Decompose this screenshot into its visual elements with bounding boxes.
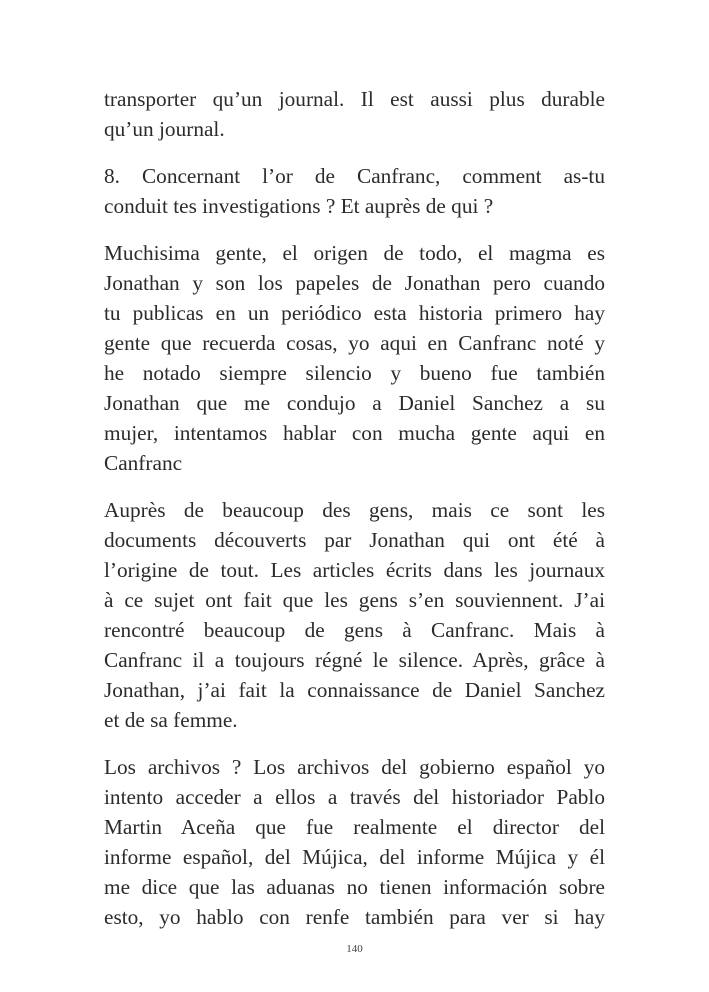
text-line: à ce sujet ont fait que les gens s’en souviennent. J’ai [104,588,605,612]
text-line: Jonathan y son los papeles de Jonathan pero cuando [104,271,605,295]
paragraph-1 [104,84,605,144]
text-line: Martin Aceña que fue realmente el director del [104,815,605,839]
text-line: me dice que las aduanas no tienen información sobre [104,875,605,899]
page-body [104,84,605,949]
text-line: transporter qu’un journal. Il est aussi plus durable [104,87,605,111]
text-line: tu publicas en un periódico esta historia primero hay [104,301,605,325]
text-line: gente que recuerda cosas, yo aqui en Canfranc noté y [104,331,605,355]
text-line: Auprès de beaucoup des gens, mais ce sont les [104,498,605,522]
text-line: informe español, del Mújica, del informe Mújica y él [104,845,605,869]
text-line: esto, yo hablo con renfe también para ver si hay [104,905,605,929]
text-line: Canfranc il a toujours régné le silence. Après, grâce à [104,648,605,672]
text-line: rencontré beaucoup de gens à Canfranc. Mais à [104,618,605,642]
text-line: qu’un journal. [104,117,225,141]
paragraph-answer-spanish [104,238,605,478]
paragraph-answer-french [104,495,605,735]
text-line: intento acceder a ellos a través del historiador Pablo [104,785,605,809]
text-line: conduit tes investigations ? Et auprès de qui ? [104,194,494,218]
text-line: l’origine de tout. Les articles écrits dans les journaux [104,558,605,582]
text-line: Los archivos ? Los archivos del gobierno español yo [104,755,605,779]
text-line: mujer, intentamos hablar con mucha gente aqui en [104,421,605,445]
paragraph-question-8 [104,161,605,221]
text-line: documents découverts par Jonathan qui ont été à [104,528,605,552]
text-line: he notado siempre silencio y bueno fue también [104,361,605,385]
page-number: 140 [346,943,363,955]
text-line: 8. Concernant l’or de Canfranc, comment as-tu [104,164,605,188]
text-line: Jonathan que me condujo a Daniel Sanchez a su [104,391,605,415]
text-line: Canfranc [104,451,183,475]
text-line: Jonathan, j’ai fait la connaissance de Daniel Sanchez [104,678,605,702]
text-line: Muchisima gente, el origen de todo, el magma es [104,241,605,265]
paragraph-archives [104,752,605,932]
text-line: et de sa femme. [104,708,238,732]
